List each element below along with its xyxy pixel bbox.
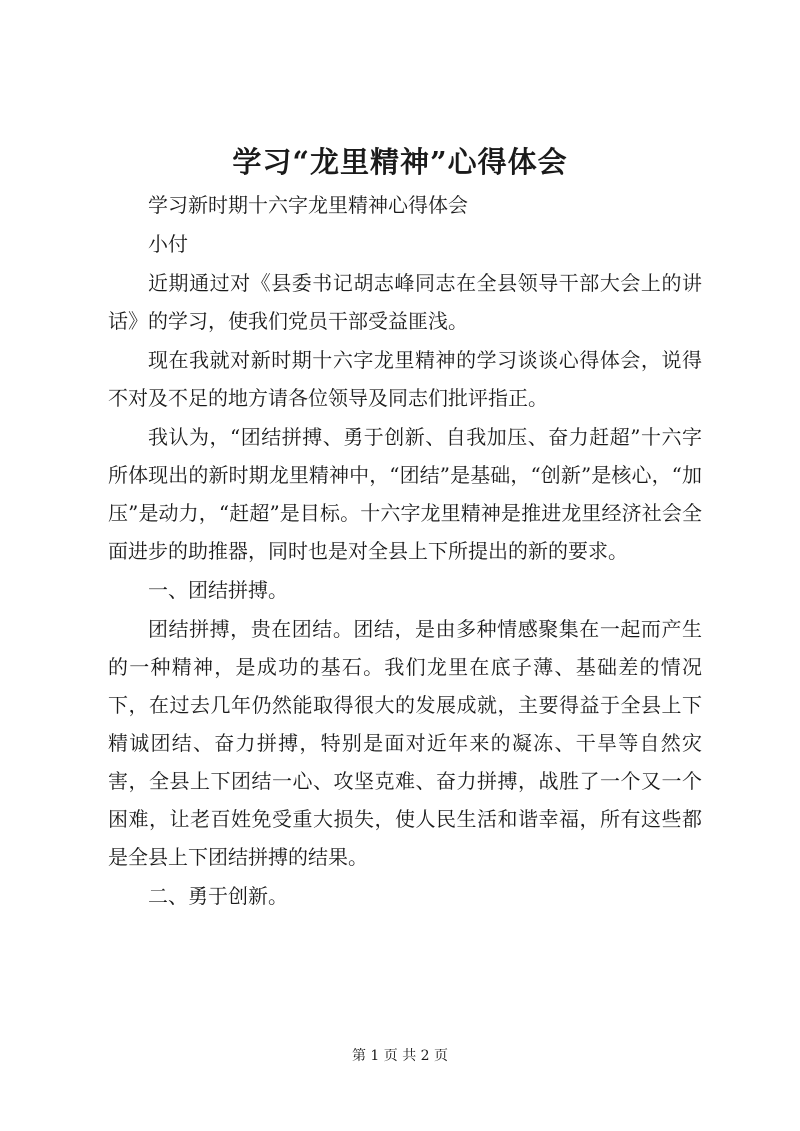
document-title: 学习“龙里精神”心得体会	[232, 145, 568, 179]
body-paragraph: 近期通过对《县委书记胡志峰同志在全县领导干部大会上的讲话》的学习，使我们党员干部受益匪浅。	[108, 271, 702, 333]
subtitle-paragraph: 学习新时期十六字龙里精神心得体会	[148, 193, 468, 217]
author-paragraph: 小付	[148, 232, 188, 256]
body-paragraph: 现在我就对新时期十六字龙里精神的学习谈谈心得体会，说得不对及不足的地方请各位领导及同志们批评指正。	[108, 348, 702, 410]
body-paragraph: 我认为，“团结拼搏、勇于创新、自我加压、奋力赶超”十六字所体现出的新时期龙里精神中，“团结”是基础，“创新”是核心，“加压”是动力，“赶超”是目标。十六字龙里精神是推进龙里经济社会全面进步的助推器，同时也是对全县上下所提出的新的要求。	[108, 425, 702, 563]
section-heading: 二、勇于创新。	[148, 884, 288, 908]
body-paragraph: 团结拼搏，贵在团结。团结，是由多种情感聚集在一起而产生的一种精神，是成功的基石。我们龙里在底子薄、基础差的情况下，在过去几年仍然能取得很大的发展成就，主要得益于全县上下精诚团结、奋力拼搏，特别是面对近年来的凝冻、干旱等自然灾害，全县上下团结一心、攻坚克难、奋力拼搏，战胜了一个又一个困难，让老百姓免受重大损失，使人民生活和谐幸福，所有这些都是全县上下团结拼搏的结果。	[108, 617, 702, 869]
section-heading: 一、团结拼搏。	[148, 578, 288, 602]
document-body	[108, 186, 702, 916]
page-number-footer: 第 1 页 共 2 页	[351, 1048, 449, 1064]
